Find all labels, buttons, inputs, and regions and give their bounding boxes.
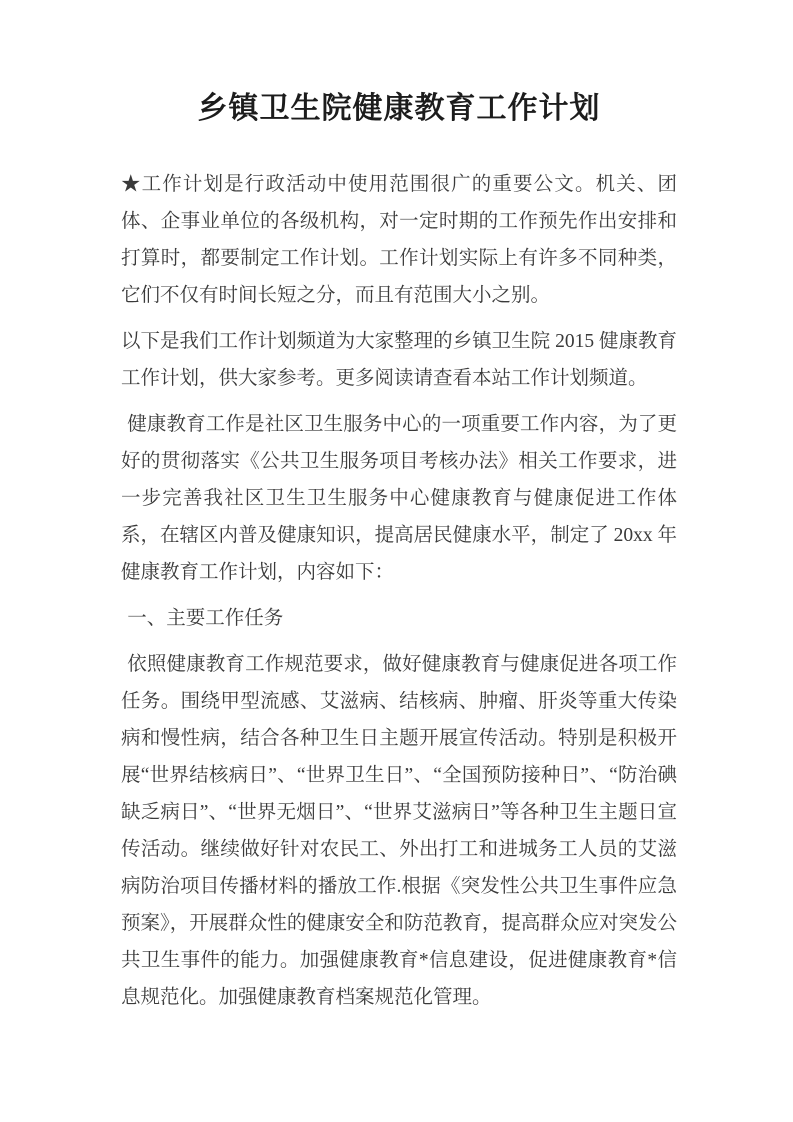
document-title: 乡镇卫生院健康教育工作计划 (197, 92, 601, 125)
paragraph-main-tasks-body: 依照健康教育工作规范要求，做好健康教育与健康促进各项工作任务。围绕甲型流感、艾滋病、结核病、肿瘤、肝炎等重大传染病和慢性病，结合各种卫生日主题开展宣传活动。特别是积极开展“世界结核病日”、“世界卫生日”、“全国预防接种日”、“防治碘缺乏病日”、“世界无烟日”、“世界艾滋病日”等各种卫生主题日宣传活动。继续做好针对农民工、外出打工和进城务工人员的艾滋病防治项目传播材料的播放工作.根据《突发性公共卫生事件应急预案》，开展群众性的健康安全和防范教育，提高群众应对突发公共卫生事件的能力。加强健康教育*信息建设，促进健康教育*信息规范化。加强健康教育档案规范化管理。 (121, 654, 677, 1008)
paragraph-source-note: 以下是我们工作计划频道为大家整理的乡镇卫生院 2015 健康教育工作计划，供大家参考。更多阅读请查看本站工作计划频道。 (121, 331, 677, 389)
section-heading-main-tasks: 一、主要工作任务 (127, 608, 284, 629)
paragraph-purpose-overview: 健康教育工作是社区卫生服务中心的一项重要工作内容，为了更好的贯彻落实《公共卫生服务项目考核办法》相关工作要求，进一步完善我社区卫生卫生服务中心健康教育与健康促进工作体系，在辖区内普及健康知识，提高居民健康水平，制定了 20xx 年健康教育工作计划，内容如下： (121, 414, 677, 583)
paragraph-work-plan-definition: ★工作计划是行政活动中使用范围很广的重要公文。机关、团体、企事业单位的各级机构，对一定时期的工作预先作出安排和打算时，都要制定工作计划。工作计划实际上有许多不同种类，它们不仅有时间长短之分，而且有范围大小之别。 (121, 174, 677, 306)
